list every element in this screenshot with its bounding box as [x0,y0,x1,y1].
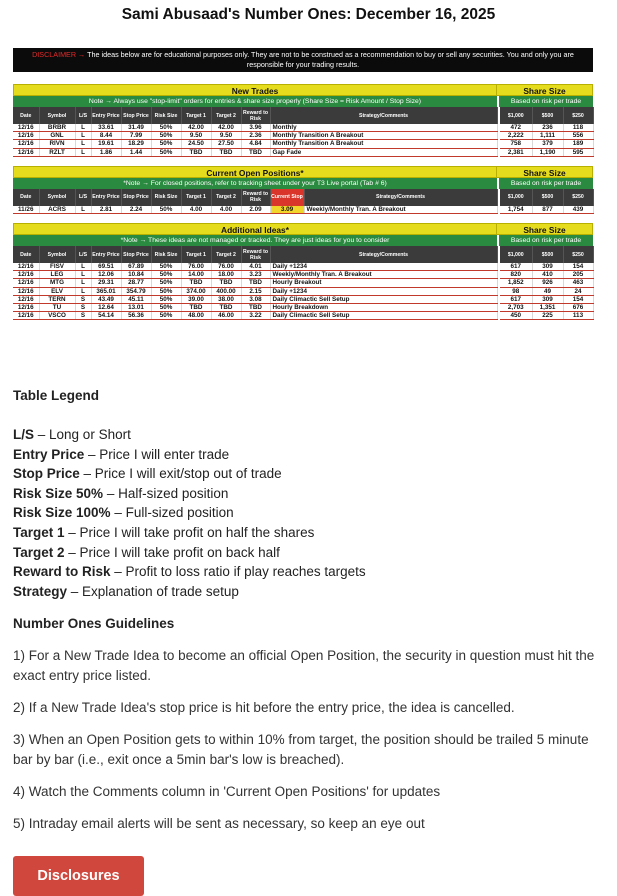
column-header-entry: Entry Price [91,189,121,206]
cell-s1000: 98 [500,287,532,295]
cell-s500: 309 [532,295,563,303]
section-header [13,166,593,178]
guidelines-list [13,646,605,846]
column-header-date: Date [13,189,39,206]
cell-rr: 3.96 [241,124,270,132]
table-header-row [13,189,593,206]
legend-item [13,562,366,582]
cell-ls: S [75,312,91,320]
column-header-date: Date [13,246,39,263]
cell-symbol: MTG [39,279,75,287]
cell-risk: 50% [151,287,181,295]
cell-stop: 18.29 [121,140,151,148]
cell-t2: 42.00 [211,124,241,132]
cell-ls: L [75,263,91,271]
cell-date: 12/16 [13,304,39,312]
cell-s1000: 617 [500,263,532,271]
cell-date: 12/16 [13,263,39,271]
cell-risk: 50% [151,206,181,214]
cell-t2: 4.00 [211,206,241,214]
guideline-item: 4) Watch the Comments column in 'Current Open Positions' for updates [13,784,441,799]
cell-date: 12/16 [13,287,39,295]
cell-stop: 2.24 [121,206,151,214]
column-header-ls: L/S [75,189,91,206]
disclosures-button[interactable]: Disclosures [13,856,144,896]
column-header-strategy: Strategy/Comments [270,246,497,263]
cell-t1: TBD [181,148,211,156]
disclaimer-arrow: → [78,50,86,59]
legend-term: Entry Price [13,446,85,462]
legend-term: Strategy [13,583,68,599]
cell-s500: 236 [532,124,563,132]
cell-t1: TBD [181,304,211,312]
number-ones-image [13,48,593,320]
table-row [13,206,593,214]
trades-table [13,246,594,320]
cell-t2: 38.00 [211,295,241,303]
legend-desc: – Half-sized position [103,485,229,501]
cell-s1000: 758 [500,140,532,148]
cell-risk: 50% [151,271,181,279]
legend-desc: – Price I will enter trade [84,446,230,462]
cell-entry: 29.31 [91,279,121,287]
table-row [13,304,593,312]
legend-desc: – Long or Short [34,427,131,442]
guidelines-heading: Number Ones Guidelines [13,616,175,631]
cell-s250: 556 [563,132,593,140]
cell-s250: 24 [563,287,593,295]
cell-risk: 50% [151,295,181,303]
guideline-item: 2) If a New Trade Idea's stop price is hit before the entry price, the idea is cancelled. [13,700,515,715]
legend-item [13,543,366,563]
column-header-symbol: Symbol [39,107,75,124]
page-title: Sami Abusaad's Number Ones: December 16, 2025 [121,6,496,23]
column-header-ls: L/S [75,107,91,124]
table-row [13,287,593,295]
cell-symbol: RIVN [39,140,75,148]
cell-date: 12/16 [13,124,39,132]
cell-s500: 379 [532,140,563,148]
section-note: Note → Always use "stop-limit" orders for entries & share size properly (Share Size = Risk Amount / Stop Size) [13,96,497,107]
cell-ls: S [75,304,91,312]
cell-strategy: Hourly Breakdown [270,304,497,312]
guideline-item: 1) For a New Trade Idea to become an official Open Position, the security in question must hit the exact entry price listed. [13,648,595,683]
cell-s500: 225 [532,312,563,320]
share-size-note: Based on risk per trade [497,178,593,189]
cell-t1: 76.00 [181,263,211,271]
cell-ls: L [75,124,91,132]
cell-risk: 50% [151,140,181,148]
cell-risk: 50% [151,279,181,287]
cell-s500: 877 [532,206,563,214]
cell-rr: 4.84 [241,140,270,148]
cell-s1000: 2,703 [500,304,532,312]
cell-risk: 50% [151,304,181,312]
cell-entry: 365.01 [91,287,121,295]
column-header-rr: Reward to Risk [241,189,270,206]
cell-ls: L [75,279,91,287]
cell-current-stop: 3.09 [270,206,304,214]
cell-symbol: FISV [39,263,75,271]
table-row [13,124,593,132]
table-header-row [13,107,593,124]
cell-date: 12/16 [13,140,39,148]
legend-item [13,464,366,484]
column-header-s250: $250 [563,246,593,263]
cell-t1: 14.00 [181,271,211,279]
legend-term: Target 2 [13,544,65,560]
cell-stop: 31.49 [121,124,151,132]
section-header [13,223,593,235]
trades-table [13,107,594,157]
column-header-s500: $500 [532,189,563,206]
section-header [13,84,593,96]
column-header-s500: $500 [532,246,563,263]
column-header-stop: Stop Price [121,189,151,206]
column-header-s1000: $1,000 [500,189,532,206]
cell-stop: 56.36 [121,312,151,320]
cell-strategy: Daily +1234 [270,287,497,295]
legend-term: L/S [13,427,35,442]
section-note-row [13,178,593,189]
legend-item [13,523,366,543]
column-header-risk: Risk Size [151,107,181,124]
cell-s250: 463 [563,279,593,287]
cell-rr: 3.22 [241,312,270,320]
cell-t1: 9.50 [181,132,211,140]
cell-rr: 2.15 [241,287,270,295]
cell-rr: TBD [241,148,270,156]
cell-date: 12/16 [13,312,39,320]
cell-s500: 1,351 [532,304,563,312]
cell-date: 12/16 [13,279,39,287]
column-header-entry: Entry Price [91,107,121,124]
table-row [13,279,593,287]
cell-s250: 205 [563,271,593,279]
legend-desc: – Profit to loss ratio if play reaches targets [110,564,366,580]
table-header-row [13,246,593,263]
column-header-s1000: $1,000 [500,246,532,263]
cell-entry: 33.61 [91,124,121,132]
cell-stop: 10.84 [121,271,151,279]
legend-term: Stop Price [13,466,80,482]
cell-risk: 50% [151,148,181,156]
cell-t1: 42.00 [181,124,211,132]
share-size-label: Share Size [497,166,593,178]
cell-t2: 76.00 [211,263,241,271]
cell-s250: 189 [563,140,593,148]
cell-entry: 43.49 [91,295,121,303]
section-title: Additional Ideas* [13,223,497,235]
cell-s500: 309 [532,263,563,271]
column-header-strategy: Strategy/Comments [304,189,497,206]
cell-date: 12/16 [13,132,39,140]
additional-ideas-section [13,223,593,320]
share-size-note: Based on risk per trade [497,96,593,107]
cell-ls: L [75,206,91,214]
column-header-strategy: Strategy/Comments [270,107,497,124]
table-row [13,263,593,271]
disclaimer-text: The ideas below are for educational purposes only. They are not to be construed as a recommendation to buy or sell any securities. You and only you are responsible for your trading results. [87,50,574,69]
trades-table [13,189,594,214]
share-size-label: Share Size [497,223,593,235]
legend-term: Reward to Risk [13,564,111,580]
cell-stop: 354.79 [121,287,151,295]
cell-strategy: Monthly Transition A Breakout [270,132,497,140]
cell-t1: TBD [181,279,211,287]
table-legend [13,425,366,601]
cell-s1000: 450 [500,312,532,320]
cell-rr: 3.08 [241,295,270,303]
open-positions-section [13,166,593,214]
column-header-risk: Risk Size [151,189,181,206]
cell-t1: 24.50 [181,140,211,148]
cell-symbol: ACRS [39,206,75,214]
legend-item [13,582,366,602]
cell-strategy: Gap Fade [270,148,497,156]
column-header-t2: Target 2 [211,246,241,263]
cell-stop: 13.01 [121,304,151,312]
section-note: *Note → For closed positions, refer to tracking sheet under your T3 Live portal (Tab # 6) [13,178,497,189]
legend-heading: Table Legend [13,388,100,403]
cell-symbol: TERN [39,295,75,303]
cell-stop: 7.99 [121,132,151,140]
cell-strategy: Hourly Breakout [270,279,497,287]
cell-s1000: 1,754 [500,206,532,214]
cell-s500: 410 [532,271,563,279]
cell-rr: 2.09 [241,206,270,214]
cell-s1000: 617 [500,295,532,303]
column-header-symbol: Symbol [39,246,75,263]
cell-s250: 595 [563,148,593,156]
column-header-rr: Reward to Risk [241,246,270,263]
cell-s250: 154 [563,295,593,303]
legend-item [13,503,366,523]
cell-s250: 439 [563,206,593,214]
cell-s500: 1,111 [532,132,563,140]
column-header-ls: L/S [75,246,91,263]
cell-ls: L [75,132,91,140]
cell-t2: TBD [211,148,241,156]
legend-item [13,445,366,465]
cell-rr: 4.01 [241,263,270,271]
cell-strategy: Daily Climactic Sell Setup [270,312,497,320]
cell-s1000: 472 [500,124,532,132]
cell-symbol: LEG [39,271,75,279]
column-header-s250: $250 [563,107,593,124]
cell-risk: 50% [151,312,181,320]
guideline-item: 3) When an Open Position gets to within 10% from target, the position should be trailed 5 minute bar by bar (i.e., exit once a 5min bar's low is breached). [13,732,589,767]
cell-date: 11/26 [13,206,39,214]
cell-strategy: Weekly/Monthly Tran. A Breakout [304,206,497,214]
column-header-s1000: $1,000 [500,107,532,124]
share-size-note: Based on risk per trade [497,235,593,246]
cell-t2: 18.00 [211,271,241,279]
column-header-t1: Target 1 [181,107,211,124]
cell-ls: L [75,271,91,279]
cell-s250: 113 [563,312,593,320]
new-trades-section [13,84,593,157]
legend-desc: – Price I will take profit on half the shares [64,524,315,540]
cell-risk: 50% [151,124,181,132]
cell-entry: 2.81 [91,206,121,214]
cell-t1: 39.00 [181,295,211,303]
section-title: New Trades [13,84,497,96]
cell-s1000: 820 [500,271,532,279]
cell-stop: 45.11 [121,295,151,303]
cell-entry: 12.06 [91,271,121,279]
column-header-t2: Target 2 [211,189,241,206]
cell-s250: 676 [563,304,593,312]
legend-desc: – Explanation of trade setup [67,583,239,599]
cell-stop: 1.44 [121,148,151,156]
share-size-label: Share Size [497,84,593,96]
column-header-t2: Target 2 [211,107,241,124]
column-header-t1: Target 1 [181,189,211,206]
cell-rr: 3.23 [241,271,270,279]
column-header-stop: Stop Price [121,107,151,124]
disclaimer-banner [13,48,593,72]
cell-symbol: ELV [39,287,75,295]
column-header-s500: $500 [532,107,563,124]
cell-t2: 400.00 [211,287,241,295]
cell-symbol: GNL [39,132,75,140]
table-row [13,140,593,148]
legend-desc: – Full-sized position [110,505,234,521]
cell-rr: TBD [241,304,270,312]
disclaimer-label: DISCLAIMER [32,50,77,59]
cell-risk: 50% [151,263,181,271]
cell-strategy: Weekly/Monthly Tran. A Breakout [270,271,497,279]
table-row [13,132,593,140]
column-header-date: Date [13,107,39,124]
column-header-entry: Entry Price [91,246,121,263]
cell-rr: 2.36 [241,132,270,140]
column-header-t1: Target 1 [181,246,211,263]
legend-item [13,484,366,504]
legend-term: Risk Size 50% [13,485,104,501]
cell-s250: 154 [563,263,593,271]
cell-entry: 19.61 [91,140,121,148]
column-header-current-stop: Current Stop [270,189,304,206]
cell-t1: 4.00 [181,206,211,214]
cell-entry: 54.14 [91,312,121,320]
cell-entry: 12.64 [91,304,121,312]
cell-risk: 50% [151,132,181,140]
section-title: Current Open Positions* [13,166,497,178]
cell-s500: 1,190 [532,148,563,156]
cell-s1000: 2,381 [500,148,532,156]
section-note-row [13,235,593,246]
cell-entry: 1.86 [91,148,121,156]
legend-desc: – Price I will take profit on back half [64,544,280,560]
legend-desc: – Price I will exit/stop out of trade [79,466,282,482]
cell-t2: TBD [211,304,241,312]
cell-ls: S [75,295,91,303]
table-row [13,295,593,303]
table-row [13,271,593,279]
cell-entry: 69.51 [91,263,121,271]
column-header-symbol: Symbol [39,189,75,206]
cell-s1000: 1,852 [500,279,532,287]
cell-t1: 48.00 [181,312,211,320]
cell-date: 12/16 [13,148,39,156]
legend-term: Risk Size 100% [13,505,111,521]
cell-strategy: Monthly [270,124,497,132]
cell-ls: L [75,148,91,156]
cell-symbol: RZLT [39,148,75,156]
cell-t2: 46.00 [211,312,241,320]
section-note: *Note → These ideas are not managed or tracked. They are just ideas for you to consider [13,235,497,246]
cell-t1: 374.00 [181,287,211,295]
guideline-item: 5) Intraday email alerts will be sent as necessary, so keep an eye out [13,816,425,831]
legend-item [13,425,366,445]
cell-s250: 118 [563,124,593,132]
cell-t2: 9.50 [211,132,241,140]
cell-entry: 8.44 [91,132,121,140]
table-row [13,312,593,320]
cell-s500: 49 [532,287,563,295]
cell-rr: TBD [241,279,270,287]
cell-symbol: VSCO [39,312,75,320]
column-header-rr: Reward to Risk [241,107,270,124]
legend-term: Target 1 [13,524,65,540]
cell-symbol: TU [39,304,75,312]
cell-date: 12/16 [13,295,39,303]
cell-stop: 28.77 [121,279,151,287]
cell-ls: L [75,140,91,148]
cell-t2: 27.50 [211,140,241,148]
cell-date: 12/16 [13,271,39,279]
cell-stop: 67.89 [121,263,151,271]
column-header-stop: Stop Price [121,246,151,263]
section-note-row [13,96,593,107]
cell-s500: 926 [532,279,563,287]
column-header-risk: Risk Size [151,246,181,263]
table-row [13,148,593,156]
cell-strategy: Daily Climactic Sell Setup [270,295,497,303]
cell-strategy: Daily +1234 [270,263,497,271]
cell-strategy: Monthly Transition A Breakout [270,140,497,148]
cell-t2: TBD [211,279,241,287]
cell-s1000: 2,222 [500,132,532,140]
cell-symbol: BRBR [39,124,75,132]
cell-ls: L [75,287,91,295]
column-header-s250: $250 [563,189,593,206]
